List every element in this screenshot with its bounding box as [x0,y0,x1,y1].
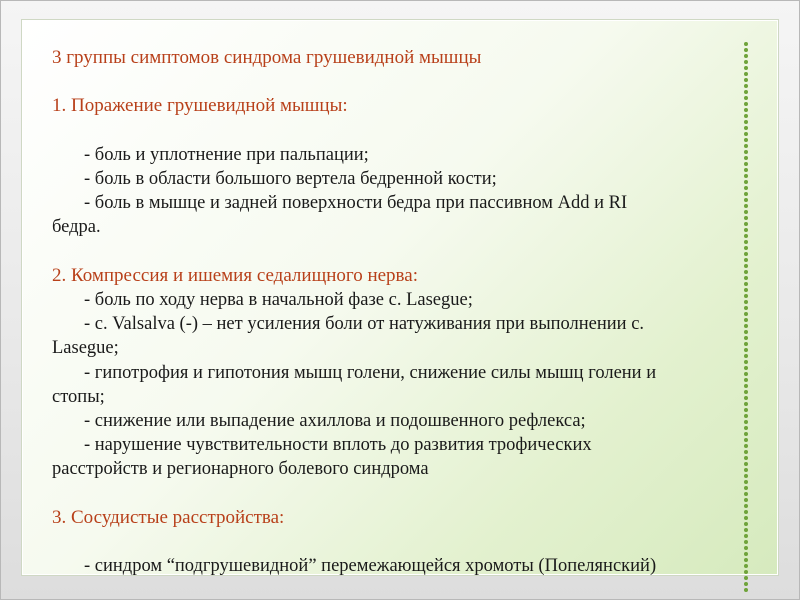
list-item: - боль по ходу нерва в начальной фазе с. Lasegue; [84,289,473,310]
list-item-continuation: бедра. [52,217,101,238]
list-item-continuation: расстройств и регионарного болевого синдрома [52,459,429,480]
slide-content [52,46,776,578]
list-item: - боль и уплотнение при пальпации; [84,144,369,165]
decorative-dot [744,588,748,592]
section-1-heading: 1. Поражение грушевидной мышцы: [52,95,348,117]
spacer [52,240,776,264]
list-item-continuation: Lasegue; [52,338,119,359]
spacer [52,119,776,143]
list-item: - синдром “подгрушевидной” перемежающейся хромоты (Попелянский) [84,556,657,577]
spacer [52,530,776,554]
list-item-continuation: стопы; [52,386,105,407]
list-item: - боль в области большого вертела бедренной кости; [84,168,497,189]
section-3-heading: 3. Сосудистые расстройства: [52,506,285,528]
list-item: - с. Valsalva (-) – нет усиления боли от натуживания при выполнении с. [84,314,645,335]
list-item: - гипотрофия и гипотония мышц голени, снижение силы мышц голени и [84,362,657,383]
spacer [52,70,776,94]
slide-title: 3 группы симптомов синдрома грушевидной мышцы [52,47,482,68]
list-item: - нарушение чувствительности вплоть до развития трофических [84,435,592,456]
content-panel [21,19,779,576]
section-2-heading: 2. Компрессия и ишемия седалищного нерва: [52,264,418,286]
decorative-dot [744,582,748,586]
spacer [52,482,776,506]
list-item: - снижение или выпадение ахиллова и подошвенного рефлекса; [84,411,586,431]
list-item: - боль в мышце и задней поверхности бедра при пассивном Add и RI [84,193,628,214]
